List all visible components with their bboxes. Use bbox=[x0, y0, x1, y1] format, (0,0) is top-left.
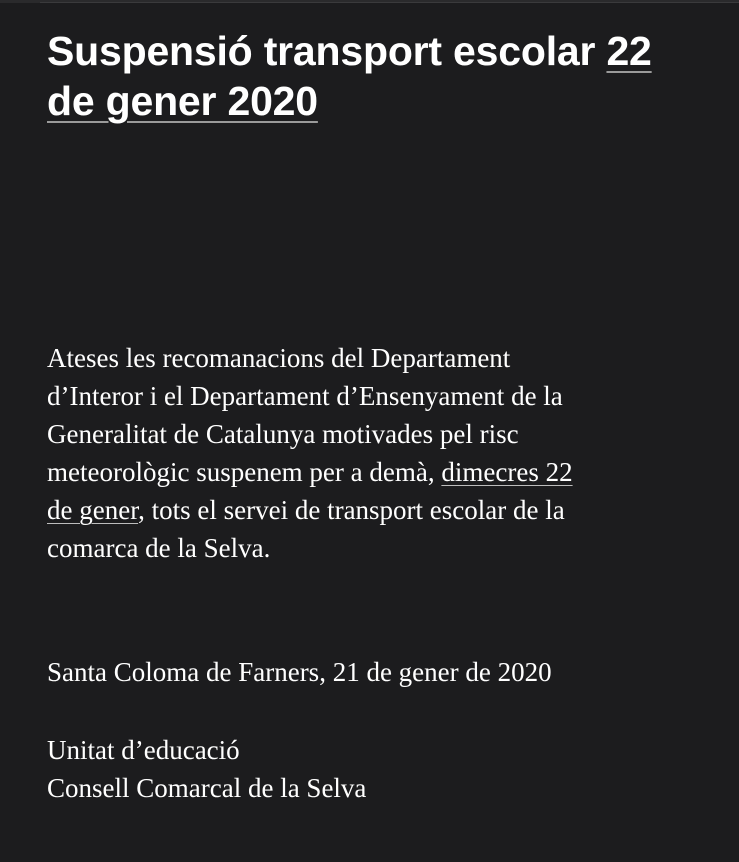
page-title bbox=[47, 26, 697, 126]
body-line-2: d’Interor i el Departament d’Ensenyament de la bbox=[47, 381, 563, 411]
body-line-1: Ateses les recomanacions del Departament bbox=[47, 343, 511, 373]
signature-unit: Unitat d’educació bbox=[47, 735, 240, 765]
title-text: Suspensió transport escolar bbox=[47, 28, 607, 74]
title-date-link-day[interactable]: 22 bbox=[606, 28, 652, 74]
place-and-date: Santa Coloma de Farners, 21 de gener de 2020 bbox=[47, 657, 552, 687]
body-line-4 bbox=[47, 453, 687, 491]
body-line-4-text: meteorològic suspenem per a demà, bbox=[47, 457, 442, 487]
top-divider bbox=[0, 0, 739, 3]
body-line-6: comarca de la Selva. bbox=[47, 533, 271, 563]
notice-body bbox=[47, 339, 687, 567]
top-divider-line bbox=[40, 2, 739, 3]
date-link-weekday[interactable]: dimecres 22 bbox=[441, 457, 573, 487]
body-line-5-text: , tots el servei de transport escolar de la bbox=[138, 495, 565, 525]
date-link-month[interactable]: de gener bbox=[47, 495, 139, 525]
title-date-link-month-year[interactable]: de gener 2020 bbox=[47, 78, 318, 124]
signature-organization: Consell Comarcal de la Selva bbox=[47, 773, 367, 803]
body-line-5 bbox=[47, 491, 687, 529]
body-line-3: Generalitat de Catalunya motivades pel risc bbox=[47, 419, 519, 449]
signature-block bbox=[47, 731, 687, 807]
